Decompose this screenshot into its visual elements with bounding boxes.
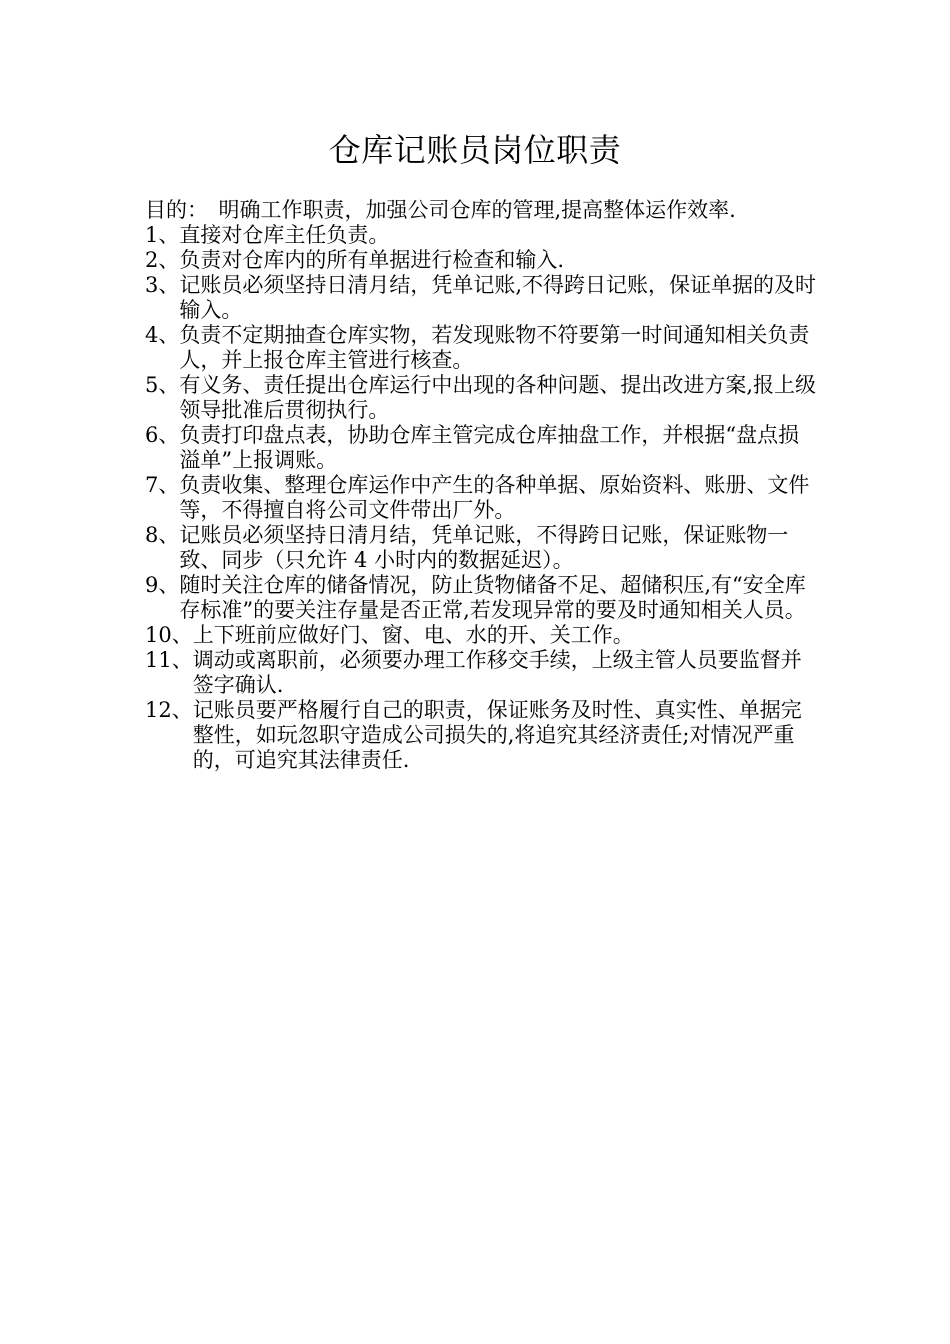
duty-item xyxy=(145,423,820,473)
duty-item-number: 12、 xyxy=(145,698,193,722)
duty-item-number: 10、 xyxy=(145,623,193,647)
duty-item-text: 负责收集、整理仓库运作中产生的各种单据、原始资料、账册、文件等，不得擅自将公司文件带出厂外。 xyxy=(179,473,810,522)
duty-item xyxy=(145,323,820,373)
duty-item-number: 2、 xyxy=(145,248,180,272)
document-body xyxy=(145,198,820,773)
duty-item xyxy=(145,273,820,323)
duty-item xyxy=(145,623,820,648)
duty-item-text: 直接对仓库主任负责。 xyxy=(179,223,390,247)
duty-item-text: 负责打印盘点表，协助仓库主管完成仓库抽盘工作，并根据“盘点损溢单”上报调账。 xyxy=(179,423,800,472)
duty-item-text: 记账员要严格履行自己的职责，保证账务及时性、真实性、单据完整性，如玩忽职守造成公司损失的,将追究其经济责任;对情况严重的，可追究其法律责任. xyxy=(192,698,802,772)
duty-item-number: 7、 xyxy=(145,473,180,497)
duty-item xyxy=(145,248,820,273)
duty-item-number: 1、 xyxy=(145,223,180,247)
duty-item-number: 4、 xyxy=(145,323,180,347)
duty-item xyxy=(145,223,820,248)
duty-item-text: 记账员必须坚持日清月结，凭单记账，不得跨日记账，保证账物一致、同步（只允许 4 小时内的数据延迟）。 xyxy=(179,523,789,572)
duty-item-number: 11、 xyxy=(145,648,193,672)
duty-item xyxy=(145,523,820,573)
duty-item-text: 上下班前应做好门、窗、电、水的开、关工作。 xyxy=(192,623,634,647)
duty-item-text: 记账员必须坚持日清月结，凭单记账,不得跨日记账，保证单据的及时输入。 xyxy=(179,273,817,322)
duty-item-text: 调动或离职前，必须要办理工作移交手续，上级主管人员要监督并签字确认. xyxy=(192,648,802,697)
duty-item-number: 3、 xyxy=(145,273,180,297)
duty-item-number: 6、 xyxy=(145,423,180,447)
duty-list xyxy=(145,223,820,773)
purpose-paragraph: 目的： 明确工作职责，加强公司仓库的管理,提高整体运作效率. xyxy=(145,198,736,222)
duty-item xyxy=(145,648,820,698)
duty-item xyxy=(145,698,820,773)
duty-item-text: 负责对仓库内的所有单据进行检查和输入. xyxy=(179,248,565,272)
duty-item xyxy=(145,373,820,423)
duty-item-text: 随时关注仓库的储备情况，防止货物储备不足、超储积压,有“安全库存标准”的要关注存量是否正常,若发现异常的要及时通知相关人员。 xyxy=(179,573,806,622)
duty-item xyxy=(145,573,820,623)
duty-item-number: 9、 xyxy=(145,573,180,597)
duty-item xyxy=(145,473,820,523)
duty-item-text: 负责不定期抽查仓库实物，若发现账物不符要第一时间通知相关负责人，并上报仓库主管进行核查。 xyxy=(179,323,810,372)
duty-item-number: 8、 xyxy=(145,523,180,547)
duty-item-text: 有义务、责任提出仓库运行中出现的各种问题、提出改进方案,报上级领导批准后贯彻执行。 xyxy=(179,373,817,422)
duty-item-number: 5、 xyxy=(145,373,180,397)
document-title: 仓库记账员岗位职责 xyxy=(328,131,622,169)
